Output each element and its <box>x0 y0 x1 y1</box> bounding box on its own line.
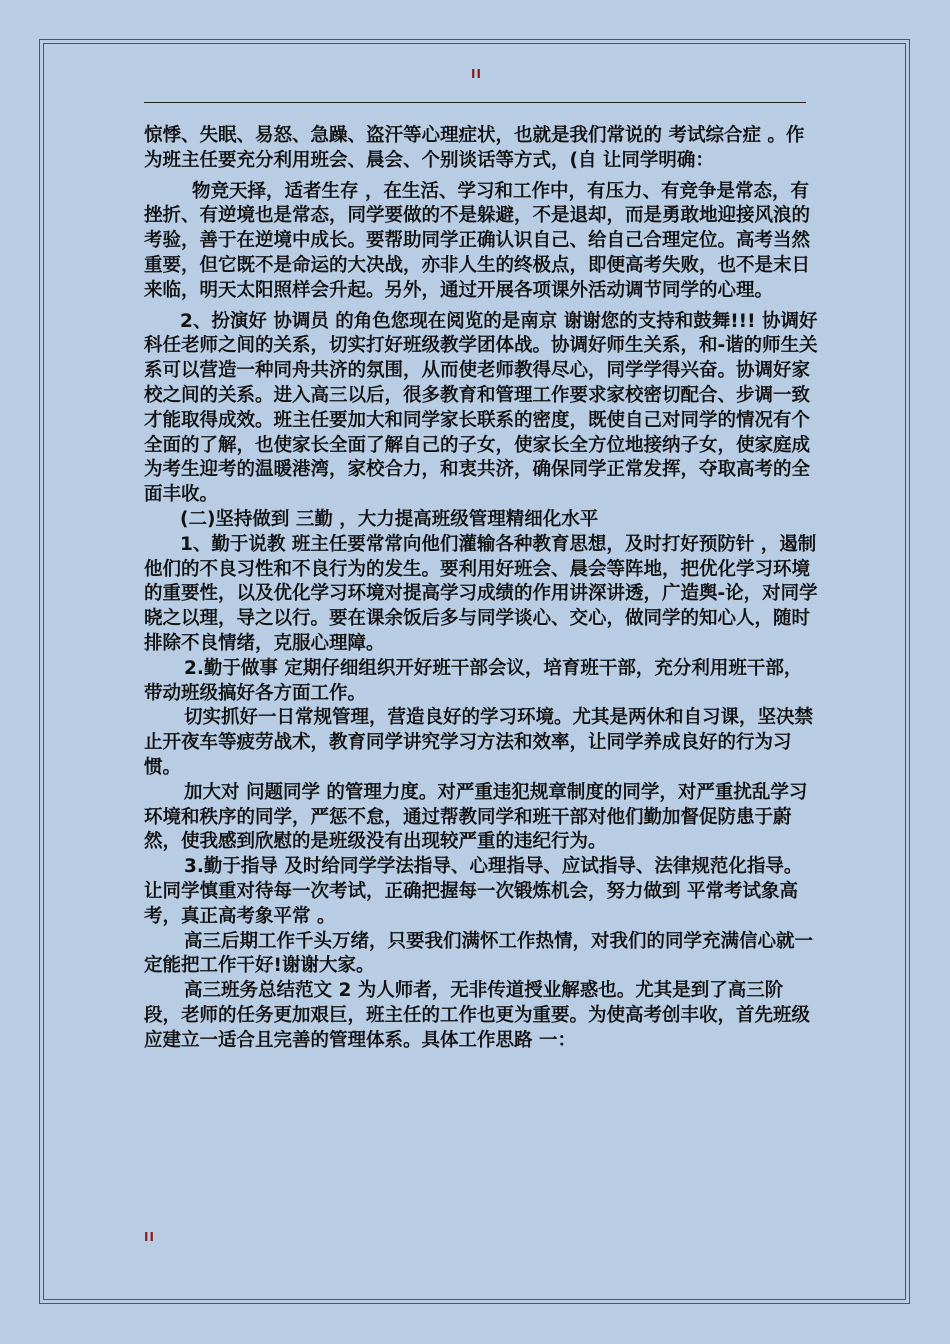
paragraph: 1、勤于说教 班主任要常常向他们灌输各种教育思想，及时打好预防针 ，遏制他们的不良习性和不良行为的发生。要利用好班会、晨会等阵地，把优化学习环境的重要性，以及优化学习环境对提高学习成绩的作用讲深讲透，广造舆-论，对同学晓之以理，导之以行。要在课余饭后多与同学谈心、交心，做同学的知心人，随时排除不良情绪，克服心理障。 <box>144 533 818 654</box>
paragraph: 惊悸、失眠、易怒、急躁、盗汗等心理症状，也就是我们常说的 考试综合症 。作为班主任要充分利用班会、晨会、个别谈话等方式，(自 让同学明确： <box>144 125 805 171</box>
paragraph: 2、扮演好 协调员 的角色您现在阅览的是南京 谢谢您的支持和鼓舞!!! 协调好科任老师之间的关系，切实打好班级教学团体战。协调好师生关系，和-谐的师生关系可以营造一种同舟共济的氛围，从而使老师教得尽心，同学学得兴奋。协调好家校之间的关系。进入高三以后，很多教育和管理工作要求家校密切配合、步调一致才能取得成效。班主任要加大和同学家长联系的密度，既使自己对同学的情况有个全面的了解，也使家长全面了解自己的子女，使家长全方位地接纳子女，使家庭成为考生迎考的温暖港湾，家校合力，和衷共济，确保同学正常发挥，夺取高考的全面丰收。 <box>144 310 818 506</box>
paragraph: 物竞天择，适者生存 ，在生活、学习和工作中，有压力、有竞争是常态，有挫折、有逆境也是常态，同学要做的不是躲避，不是退却，而是勇敢地迎接风浪的考验，善于在逆境中成长。要帮助同学正确认识自己、给自己合理定位。高考当然重要，但它既不是命运的大决战，亦非人生的终极点，即便高考失败，也不是末日来临，明天太阳照样会升起。另外，通过开展各项课外活动调节同学的心理。 <box>144 180 811 301</box>
document-body <box>144 124 820 1053</box>
paragraph: 3.勤于指导 及时给同学学法指导、心理指导、应试指导、法律规范化指导。让同学慎重对待每一次考试，正确把握每一次锻炼机会，努力做到 平常考试象高考，真正高考象平常 。 <box>144 856 803 927</box>
footer-marker: II <box>144 1230 155 1244</box>
paragraph: 切实抓好一日常规管理，营造良好的学习环境。尤其是两休和自习课，坚决禁止开夜车等疲劳战术，教育同学讲究学习方法和效率，让同学养成良好的行为习惯。 <box>144 707 814 778</box>
paragraph: 2.勤于做事 定期仔细组织开好班干部会议，培育班干部，充分利用班干部，带动班级搞好各方面工作。 <box>144 657 803 704</box>
header-marker: II <box>471 67 482 81</box>
paragraph: 高三后期工作千头万绪，只要我们满怀工作热情，对我们的同学充满信心就一定能把工作干好!谢谢大家。 <box>144 930 814 977</box>
paragraph: 加大对 问题同学 的管理力度。对严重违犯规章制度的同学，对严重扰乱学习环境和秩序的同学，严惩不怠，通过帮教同学和班干部对他们勤加督促防患于蔚然，使我感到欣慰的是班级没有出现较严重的违纪行为。 <box>144 781 808 853</box>
header-rule <box>144 102 806 103</box>
paragraph: 高三班务总结范文 2 为人师者，无非传道授业解惑也。尤其是到了高三阶段，老师的任务更加艰巨，班主任的工作也更为重要。为使高考创丰收，首先班级应建立一适合且完善的管理体系。具体工作思路 一： <box>144 980 811 1051</box>
section-heading: (二)坚持做到 三勤 ，大力提高班级管理精细化水平 <box>180 508 599 530</box>
